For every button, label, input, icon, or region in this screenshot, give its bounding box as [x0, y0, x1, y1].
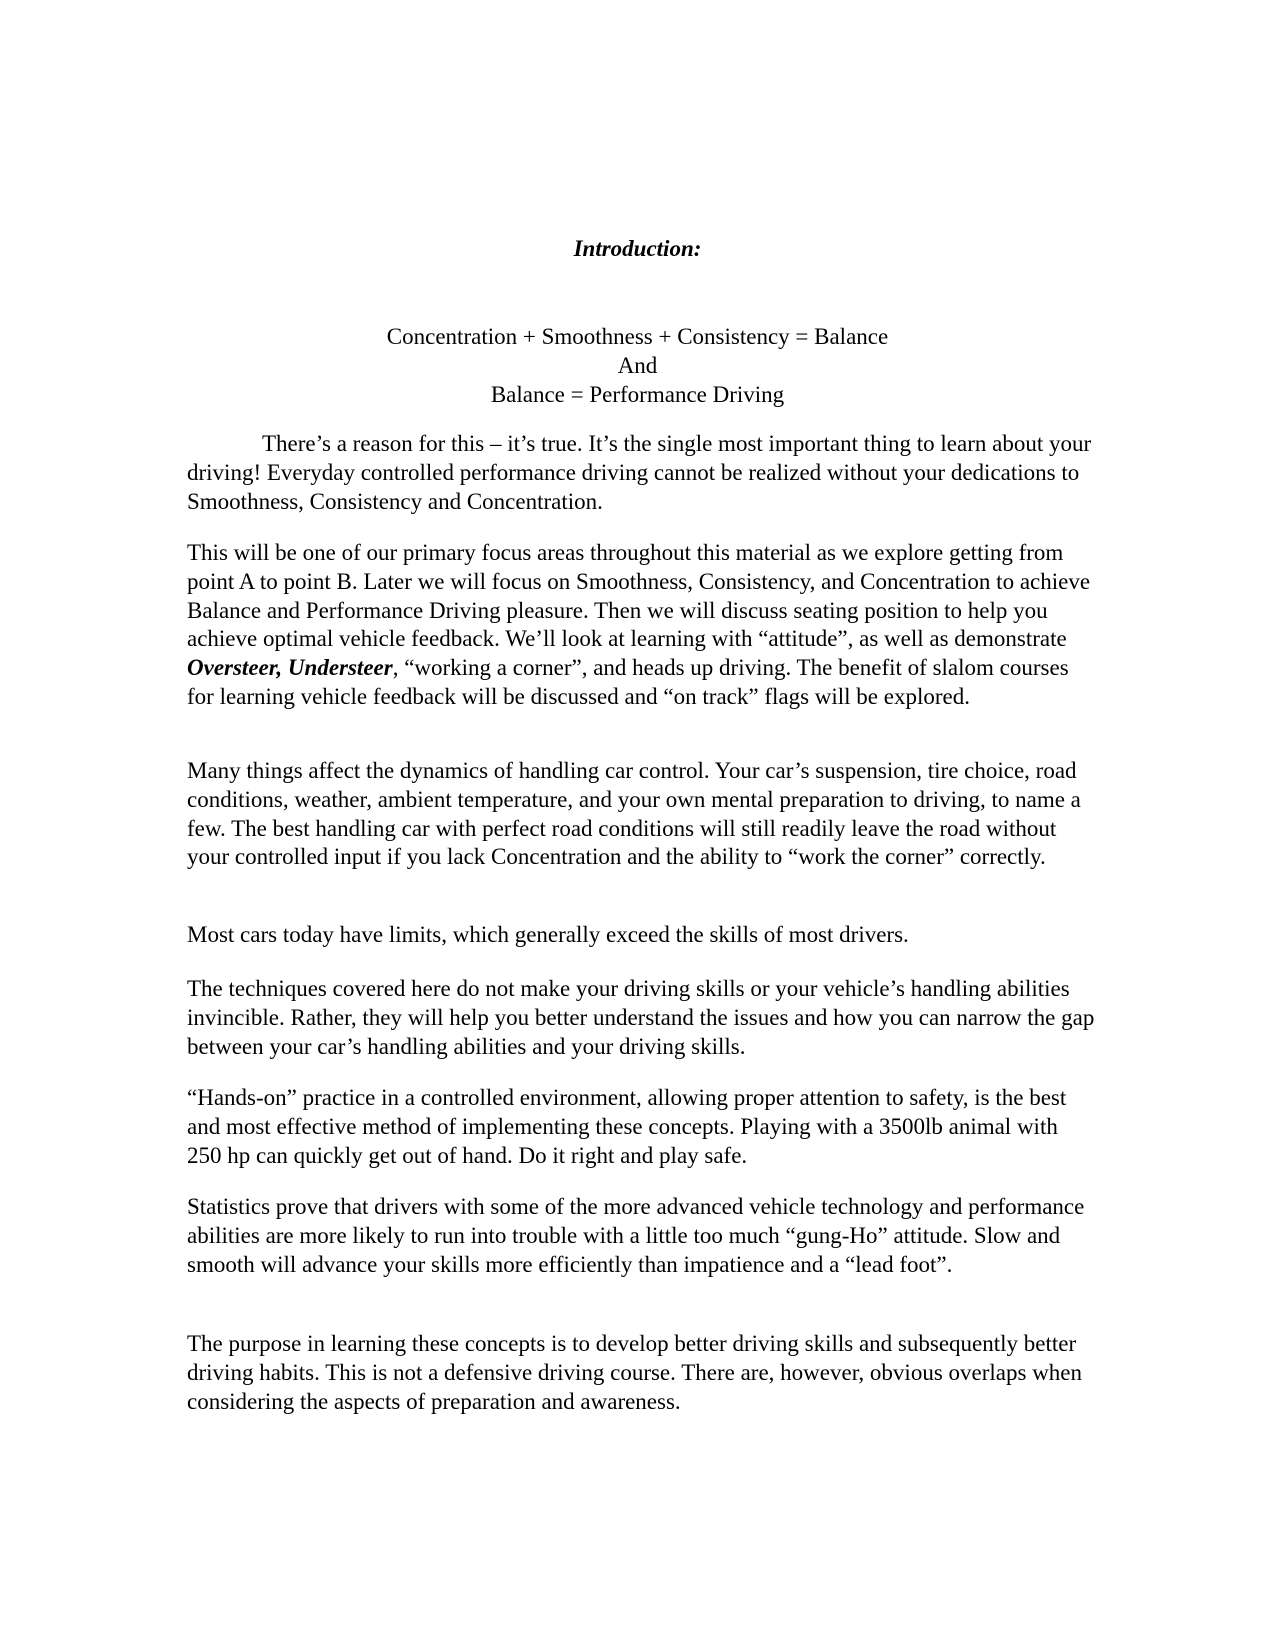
paragraph-2-text-a: This will be one of our primary focus areas throughout this material as we explore getting from point A to point B. Later we will focus on Smoothness, Consistency, and Concentration to achieve Balance and Performance Driving pleasure. Then we will discuss seating position to help you achieve optimal vehicle feedback. We’ll look at learning with “attitude”, as well as demonstrate [187, 540, 1091, 652]
paragraph-8: The purpose in learning these concepts is to develop better driving skills and subsequently better driving habits. This is not a defensive driving course. There are, however, obvious overlaps when considering the aspects of preparation and awareness. [187, 1331, 1083, 1414]
equation-line-1: Concentration + Smoothness + Consistency = Balance [386, 324, 889, 349]
paragraph-2-emphasis: Oversteer, Understeer [187, 655, 393, 681]
equation-line-3: Balance = Performance Driving [490, 382, 785, 407]
equation-line-2: And [617, 353, 658, 378]
paragraph-3: Many things affect the dynamics of handling car control. Your car’s suspension, tire choice, road conditions, weather, ambient temperature, and your own mental preparation to driving, to name a few. The best handling car with perfect road conditions will still readily leave the road without your controlled input if you lack Concentration and the ability to “work the corner” correctly. [187, 758, 1081, 870]
paragraph-7: Statistics prove that drivers with some of the more advanced vehicle technology and performance abilities are more likely to run into trouble with a little too much “gung-Ho” attitude. Slow and smooth will advance your skills more efficiently than impatience and a “lead foot”. [187, 1194, 1085, 1277]
paragraph-5: The techniques covered here do not make your driving skills or your vehicle’s handling abilities invincible. Rather, they will help you better understand the issues and how you can narrow the gap between your car’s handling abilities and your driving skills. [187, 976, 1095, 1059]
paragraph-2-text-b: , “working a corner”, and heads up driving. The benefit of slalom courses for learning vehicle feedback will be discussed and “on track” flags will be explored. [187, 655, 1069, 709]
equation-block [0, 322, 1275, 409]
paragraph-1: There’s a reason for this – it’s true. It’s the single most important thing to learn about your driving! Everyday controlled performance driving cannot be realized without your dedications to Smoothness, Consistency and Concentration. [187, 431, 1092, 514]
paragraph-4: Most cars today have limits, which generally exceed the skills of most drivers. [187, 922, 909, 947]
paragraph-6: “Hands-on” practice in a controlled environment, allowing proper attention to safety, is the best and most effective method of implementing these concepts. Playing with a 3500lb animal with 250 hp can quickly get out of hand. Do it right and play safe. [187, 1085, 1067, 1168]
page-title: Introduction: [573, 236, 702, 261]
paragraph-2 [187, 539, 1097, 712]
